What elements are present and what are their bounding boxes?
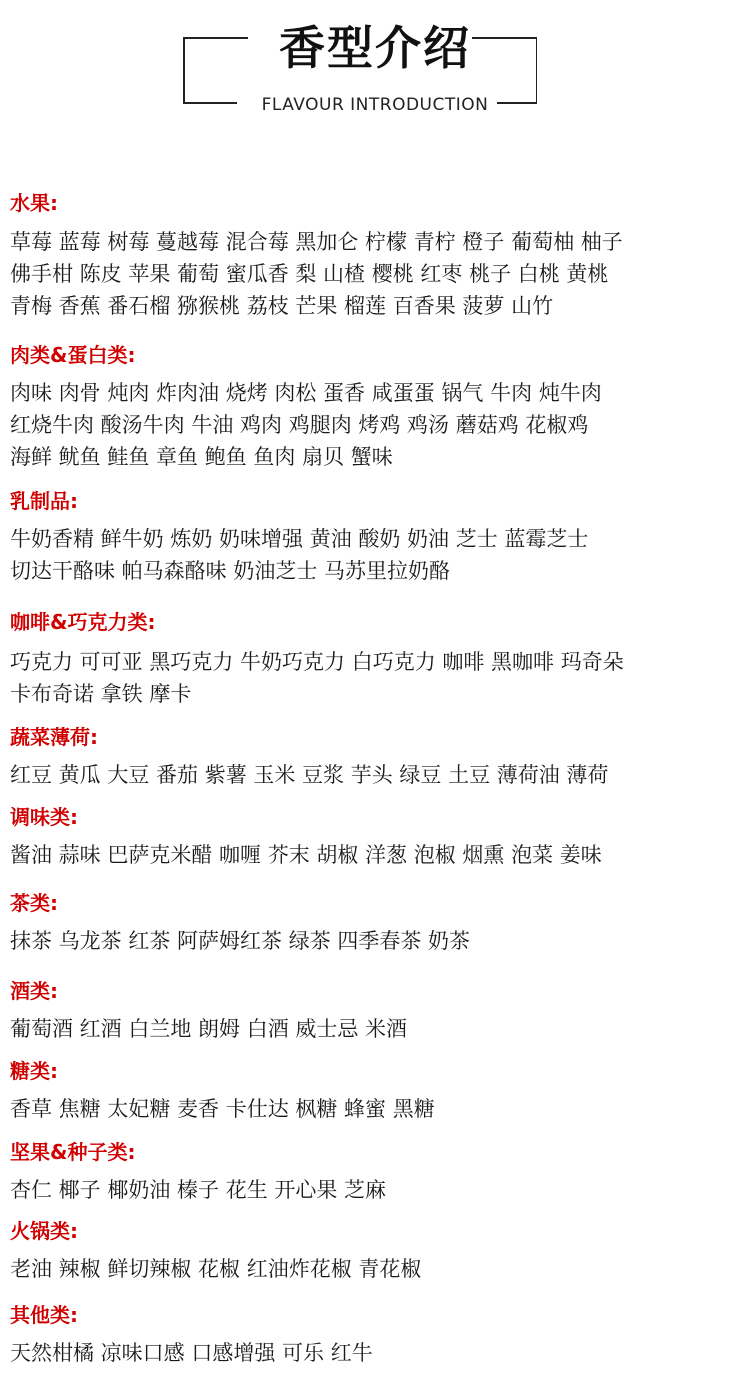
flavor-line: 老油 辣椒 鲜切辣椒 花椒 红油炸花椒 青花椒 xyxy=(10,1257,422,1281)
flavor-line: 卡布奇诺 拿铁 摩卡 xyxy=(10,682,192,706)
section-nuts-seeds xyxy=(10,1138,745,1206)
section-hotpot xyxy=(10,1217,745,1285)
section-sugar xyxy=(10,1057,745,1125)
category-heading: 咖啡&巧克力类: xyxy=(10,610,156,634)
flavor-line: 草莓 蓝莓 树莓 蔓越莓 混合莓 黑加仑 柠檬 青柠 橙子 葡萄柚 柚子 xyxy=(10,230,623,254)
section-fruit xyxy=(10,189,745,322)
section-seasoning xyxy=(10,803,745,871)
category-heading: 水果: xyxy=(10,191,58,215)
page-header xyxy=(0,0,750,130)
section-dairy xyxy=(10,487,745,587)
flavor-line: 酱油 蒜味 巴萨克米醋 咖喱 芥末 胡椒 洋葱 泡椒 烟熏 泡菜 姜味 xyxy=(10,843,602,867)
flavor-line: 红烧牛肉 酸汤牛肉 牛油 鸡肉 鸡腿肉 烤鸡 鸡汤 蘑菇鸡 花椒鸡 xyxy=(10,413,589,437)
flavor-line: 肉味 肉骨 炖肉 炸肉油 烧烤 肉松 蛋香 咸蛋蛋 锅气 牛肉 炖牛肉 xyxy=(10,381,602,405)
flavor-line: 海鲜 鱿鱼 鲑鱼 章鱼 鲍鱼 鱼肉 扇贝 蟹味 xyxy=(10,445,393,469)
category-heading: 蔬菜薄荷: xyxy=(10,725,98,749)
section-liquor xyxy=(10,977,745,1045)
flavor-line: 香草 焦糖 太妃糖 麦香 卡仕达 枫糖 蜂蜜 黑糖 xyxy=(10,1097,435,1121)
flavor-line: 切达干酪味 帕马森酪味 奶油芝士 马苏里拉奶酪 xyxy=(10,559,451,583)
section-coffee-chocolate xyxy=(10,608,745,710)
flavor-line: 巧克力 可可亚 黑巧克力 牛奶巧克力 白巧克力 咖啡 黑咖啡 玛奇朵 xyxy=(10,650,624,674)
flavor-line: 抹茶 乌龙茶 红茶 阿萨姆红茶 绿茶 四季春茶 奶茶 xyxy=(10,929,471,953)
section-vegetable-mint xyxy=(10,723,745,791)
section-others xyxy=(10,1301,745,1369)
flavor-line: 佛手柑 陈皮 苹果 葡萄 蜜瓜香 梨 山楂 樱桃 红枣 桃子 白桃 黄桃 xyxy=(10,262,609,286)
page-title: 香型介绍 xyxy=(279,21,471,75)
category-heading: 糖类: xyxy=(10,1059,58,1083)
category-heading: 茶类: xyxy=(10,891,58,915)
flavor-line: 葡萄酒 红酒 白兰地 朗姆 白酒 威士忌 米酒 xyxy=(10,1017,408,1041)
category-heading: 乳制品: xyxy=(10,489,78,513)
category-heading: 肉类&蛋白类: xyxy=(10,343,136,367)
flavor-line: 天然柑橘 凉味口感 口感增强 可乐 红牛 xyxy=(10,1341,373,1365)
section-tea xyxy=(10,889,745,957)
category-heading: 其他类: xyxy=(10,1303,78,1327)
flavor-line: 牛奶香精 鲜牛奶 炼奶 奶味增强 黄油 酸奶 奶油 芝士 蓝霉芝士 xyxy=(10,527,589,551)
category-heading: 调味类: xyxy=(10,805,78,829)
category-heading: 坚果&种子类: xyxy=(10,1140,136,1164)
flavor-line: 红豆 黄瓜 大豆 番茄 紫薯 玉米 豆浆 芋头 绿豆 土豆 薄荷油 薄荷 xyxy=(10,763,609,787)
flavor-line: 杏仁 椰子 椰奶油 榛子 花生 开心果 芝麻 xyxy=(10,1178,387,1202)
flavor-line: 青梅 香蕉 番石榴 猕猴桃 荔枝 芒果 榴莲 百香果 菠萝 山竹 xyxy=(10,294,554,318)
section-meat-protein xyxy=(10,341,745,473)
page-subtitle: FLAVOUR INTRODUCTION xyxy=(261,95,489,115)
category-heading: 火锅类: xyxy=(10,1219,78,1243)
category-heading: 酒类: xyxy=(10,979,58,1003)
